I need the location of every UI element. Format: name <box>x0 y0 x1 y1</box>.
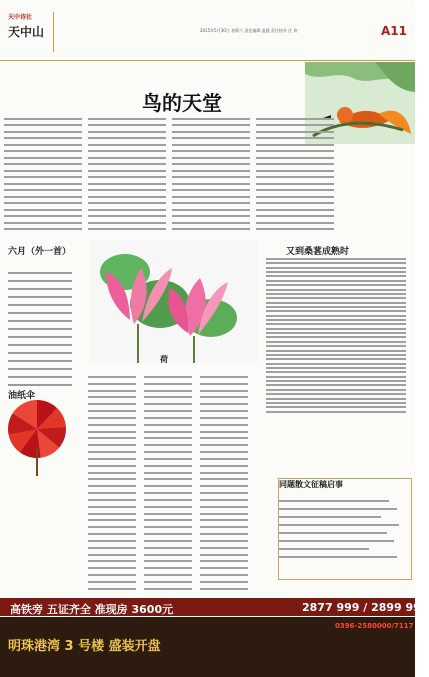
ad-main-copy: 明珠港湾 3 号楼 盛装开盘 <box>8 639 161 654</box>
bottom-ad-banner <box>0 617 415 677</box>
bird-article-columns <box>4 118 331 230</box>
ad-hotline: 0396-2580000/7117 <box>335 622 414 630</box>
bird-article-title: 鸟的天堂 <box>142 91 222 115</box>
contest-title: 同题散文征稿启事 <box>279 480 343 489</box>
poem-title: 六月（外一首） <box>8 247 72 257</box>
article-column <box>4 118 82 230</box>
umbrella-stem <box>36 448 38 476</box>
right-article-body <box>266 258 406 413</box>
masthead <box>8 12 54 52</box>
lotus-article-columns <box>88 376 248 590</box>
poem-body <box>8 266 72 392</box>
article-column <box>256 118 334 230</box>
contest-box <box>278 478 412 580</box>
page-number: A11 <box>381 24 407 38</box>
lotus-illustration <box>90 240 258 363</box>
brand-title: 天中山 <box>8 25 45 39</box>
brand-tag: 天中诗社 <box>8 14 33 21</box>
article-column <box>88 118 166 230</box>
lotus-title: 荷 <box>160 355 168 364</box>
article-column <box>172 118 250 230</box>
issue-meta: 2015年5月30日 星期六 责任编辑 温健 责任校对 任 欢 <box>200 28 298 33</box>
right-article-title: 又到桑葚成熟时 <box>286 247 350 257</box>
story-column <box>144 376 192 590</box>
story-column <box>88 376 136 590</box>
header <box>0 0 415 61</box>
story-column <box>200 376 248 590</box>
top-ad-banner <box>0 598 429 616</box>
ad-phone: 2877 999 / 2899 996 <box>302 601 429 614</box>
ad-headline: 高铁旁 五证齐全 准现房 3600元 <box>10 603 174 616</box>
umbrella-title: 油纸伞 <box>8 391 36 401</box>
